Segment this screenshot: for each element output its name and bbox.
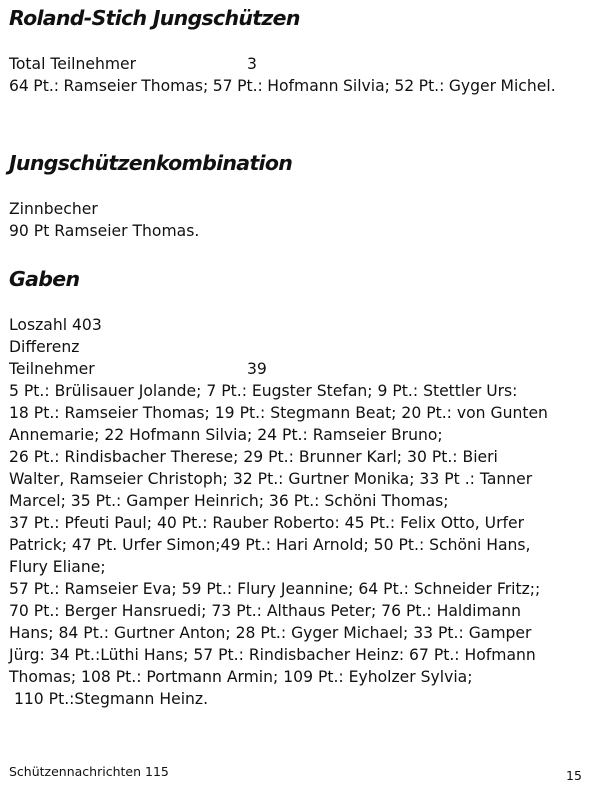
gaben-line: Thomas; 108 Pt.: Portmann Armin; 109 Pt.: Eyholzer Sylvia; bbox=[9, 668, 473, 686]
gaben-line: 5 Pt.: Brülisauer Jolande; 7 Pt.: Eugster Stefan; 9 Pt.: Stettler Urs: bbox=[9, 382, 518, 400]
page-number: 15 bbox=[566, 768, 582, 783]
gaben-line: Hans; 84 Pt.: Gurtner Anton; 28 Pt.: Gyger Michael; 33 Pt.: Gamper bbox=[9, 624, 532, 642]
gaben-body bbox=[9, 314, 599, 710]
gaben-participants-row bbox=[9, 358, 599, 380]
gaben-line: 57 Pt.: Ramseier Eva; 59 Pt.: Flury Jeannine; 64 Pt.: Schneider Fritz;; bbox=[9, 580, 541, 598]
gaben-line: Patrick; 47 Pt. Urfer Simon;49 Pt.: Hari Arnold; 50 Pt.: Schöni Hans, bbox=[9, 536, 531, 554]
differenz: Differenz bbox=[9, 338, 80, 356]
gaben-line: Marcel; 35 Pt.: Gamper Heinrich; 36 Pt.: Schöni Thomas; bbox=[9, 492, 449, 510]
kombination-prize: Zinnbecher bbox=[9, 200, 98, 218]
gaben-line: Flury Eliane; bbox=[9, 558, 106, 576]
gaben-line: 70 Pt.: Berger Hansruedi; 73 Pt.: Althaus Peter; 76 Pt.: Haldimann bbox=[9, 602, 522, 620]
publication-footer: Schützennachrichten 115 bbox=[9, 764, 169, 779]
gaben-line: 18 Pt.: Ramseier Thomas; 19 Pt.: Stegmann Beat; 20 Pt.: von Gunten bbox=[9, 404, 548, 422]
gaben-line: Jürg: 34 Pt.:Lüthi Hans; 57 Pt.: Rindisbacher Heinz: 67 Pt.: Hofmann bbox=[9, 646, 536, 664]
heading-gaben: Gaben bbox=[9, 267, 80, 291]
gaben-participants-value: 39 bbox=[247, 360, 267, 378]
kombination-winner: 90 Pt Ramseier Thomas. bbox=[9, 222, 200, 240]
heading-roland-stich: Roland-Stich Jungschützen bbox=[9, 6, 300, 30]
kombination-body bbox=[9, 198, 599, 242]
gaben-line: 110 Pt.:Stegmann Heinz. bbox=[9, 690, 209, 708]
total-participants-label: Total Teilnehmer bbox=[9, 55, 137, 73]
gaben-line: 26 Pt.: Rindisbacher Therese; 29 Pt.: Brunner Karl; 30 Pt.: Bieri bbox=[9, 448, 498, 466]
heading-jungschuetzenkombination: Jungschützenkombination bbox=[9, 151, 293, 175]
gaben-participants-label: Teilnehmer bbox=[9, 360, 95, 378]
roland-stich-results: 64 Pt.: Ramseier Thomas; 57 Pt.: Hofmann Silvia; 52 Pt.: Gyger Michel. bbox=[9, 77, 556, 95]
loszahl: Loszahl 403 bbox=[9, 316, 102, 334]
total-participants-row bbox=[9, 53, 599, 75]
gaben-line: Walter, Ramseier Christoph; 32 Pt.: Gurtner Monika; 33 Pt .: Tanner bbox=[9, 470, 533, 488]
gaben-line: Annemarie; 22 Hofmann Silvia; 24 Pt.: Ramseier Bruno; bbox=[9, 426, 443, 444]
total-participants-value: 3 bbox=[247, 55, 257, 73]
gaben-line: 37 Pt.: Pfeuti Paul; 40 Pt.: Rauber Roberto: 45 Pt.: Felix Otto, Urfer bbox=[9, 514, 524, 532]
roland-stich-body bbox=[9, 53, 599, 97]
